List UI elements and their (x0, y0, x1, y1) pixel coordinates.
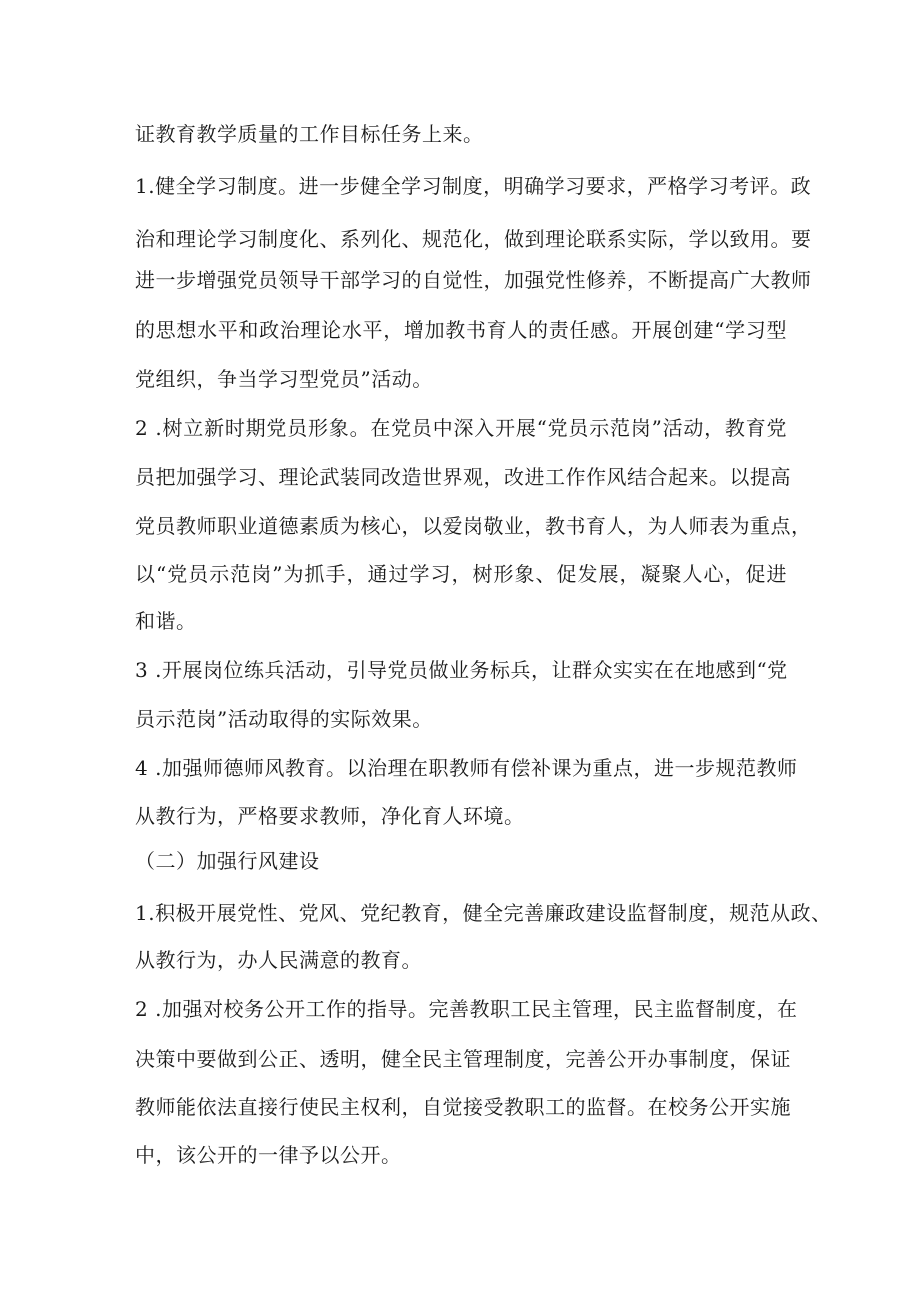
text-line: 从教行为，办人民满意的教育。 (135, 948, 422, 972)
text-line: 治和理论学习制度化、系列化、规范化，做到理论联系实际，学以致用。要 (135, 227, 812, 251)
text-line: 3 .开展岗位练兵活动，引导党员做业务标兵，让群众实实在在地感到“党 (135, 658, 788, 682)
text-line: 以“党员示范岗”为抓手，通过学习，树形象、促发展，凝聚人心，促进 (135, 562, 787, 586)
text-line: 证教育教学质量的工作目标任务上来。 (135, 122, 484, 146)
text-line: 2 .树立新时期党员形象。在党员中深入开展“党员示范岗”活动，教育党 (135, 416, 787, 440)
text-line: 和谐。 (135, 609, 197, 633)
text-line: 1.健全学习制度。进一步健全学习制度，明确学习要求，严格学习考评。政 (135, 174, 812, 198)
text-line: 教师能依法直接行使民主权利，自觉接受教职工的监督。在校务公开实施 (135, 1095, 791, 1119)
text-line: 从教行为，严格要求教师，净化育人环境。 (135, 804, 525, 828)
text-line: 进一步增强党员领导干部学习的自觉性，加强党性修养，不断提高广大教师 (135, 268, 812, 292)
text-line: 1.积极开展党性、党风、党纪教育，健全完善廉政建设监督制度，规范从政、 (135, 901, 832, 925)
text-line: 党员教师职业道德素质为核心，以爱岗敬业，教书育人，为人师表为重点， (135, 514, 812, 538)
text-line: 2 .加强对校务公开工作的指导。完善教职工民主管理，民主监督制度，在 (135, 997, 798, 1021)
text-line: 4 .加强师德师风教育。以治理在职教师有偿补课为重点，进一步规范教师 (135, 756, 798, 780)
text-line: 员把加强学习、理论武装同改造世界观，改进工作作风结合起来。以提高 (135, 465, 791, 489)
section-heading: （二）加强行风建设 (135, 849, 320, 873)
text-line: 党组织，争当学习型党员”活动。 (135, 367, 433, 391)
text-line: 中，该公开的一律予以公开。 (135, 1143, 402, 1167)
text-line: 决策中要做到公正、透明，健全民主管理制度，完善公开办事制度，保证 (135, 1047, 791, 1071)
text-line: 员示范岗”活动取得的实际效果。 (135, 707, 433, 731)
text-line: 的思想水平和政治理论水平，增加教书育人的责任感。开展创建“学习型 (135, 318, 787, 342)
